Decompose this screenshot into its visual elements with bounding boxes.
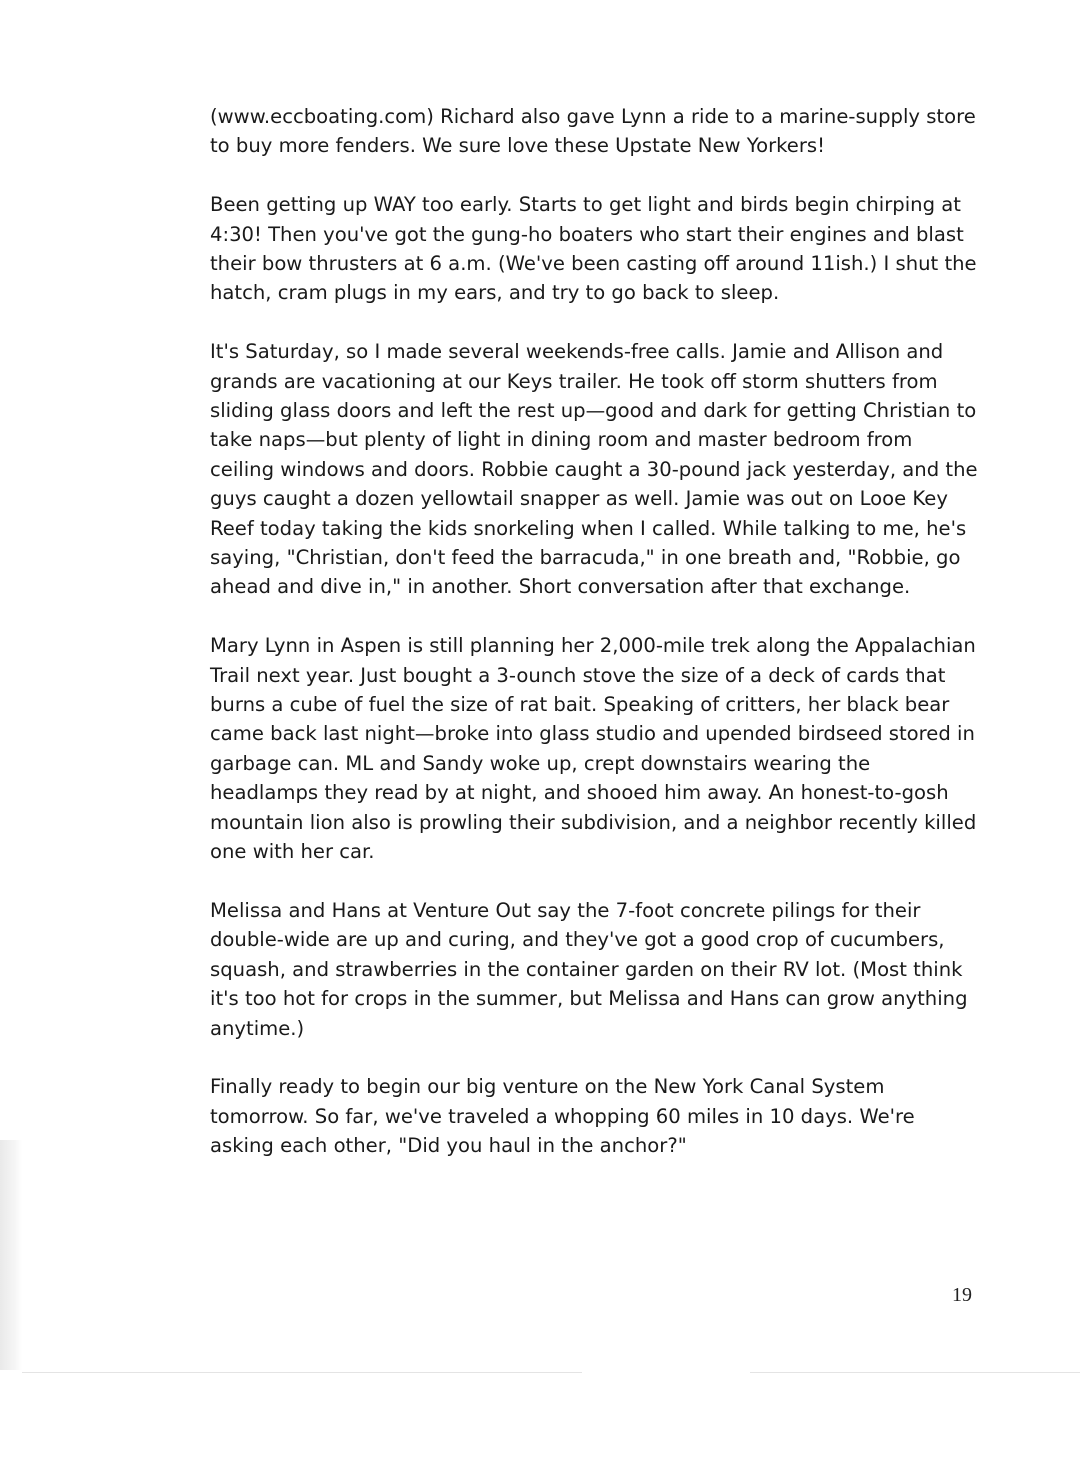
page-number: 19	[952, 1284, 972, 1306]
scan-artifact-line	[750, 1372, 1080, 1373]
paragraph: Melissa and Hans at Venture Out say the 7-foot concrete pilings for their double-wide are up and curing, and they've got a good crop of cucumbers, squash, and strawberries in the container garden on their RV lot. (Most think it's too hot for crops in the summer, but Melissa and Hans can grow anything anytime.)	[210, 898, 968, 1040]
paragraph: It's Saturday, so I made several weekends-free calls. Jamie and Allison and grands are vacationing at our Keys trailer. He took off storm shutters from sliding glass doors and left the rest up—good and dark for getting Christian to take naps—but plenty of light in dining room and master bedroom from ceiling windows and doors. Robbie caught a 30-pound jack yesterday, and the guys caught a dozen yellowtail snapper as well. Jamie was out on Looe Key Reef today taking the kids snorkeling when I called. While talking to me, he's saying, "Christian, don't feed the barracuda," in one breath and, "Robbie, go ahead and dive in," in another. Short conversation after that exchange.	[210, 340, 978, 599]
paragraph: Mary Lynn in Aspen is still planning her 2,000-mile trek along the Appalachian Trail next year. Just bought a 3-ounch stove the size of a deck of cards that burns a cube of fuel the size of rat bait. Speaking of critters, her black bear came back last night—broke into glass studio and upended birdseed stored in garbage can. ML and Sandy woke up, crept downstairs wearing the headlamps they read by at night, and shooed him away. An honest-to-gosh mountain lion also is prowling their subdivision, and a neighbor recently killed one with her car.	[210, 634, 977, 864]
scan-artifact-line	[22, 1372, 582, 1373]
scan-edge-shadow	[0, 1140, 22, 1370]
paragraph: Been getting up WAY too early. Starts to get light and birds begin chirping at 4:30! Then you've got the gung-ho boaters who start their engines and blast their bow thrusters at 6 a.m. (We've been casting off around 11ish.) I shut the hatch, cram plugs in my ears, and try to go back to sleep.	[210, 193, 977, 305]
paragraph: (www.eccboating.com) Richard also gave Lynn a ride to a marine-supply store to buy more fenders. We sure love these Upstate New Yorkers!	[210, 105, 976, 158]
paragraph: Finally ready to begin our big venture on the New York Canal System tomorrow. So far, we've traveled a whopping 60 miles in 10 days. We're asking each other, "Did you haul in the anchor?"	[210, 1075, 915, 1158]
body-text	[210, 102, 980, 1190]
